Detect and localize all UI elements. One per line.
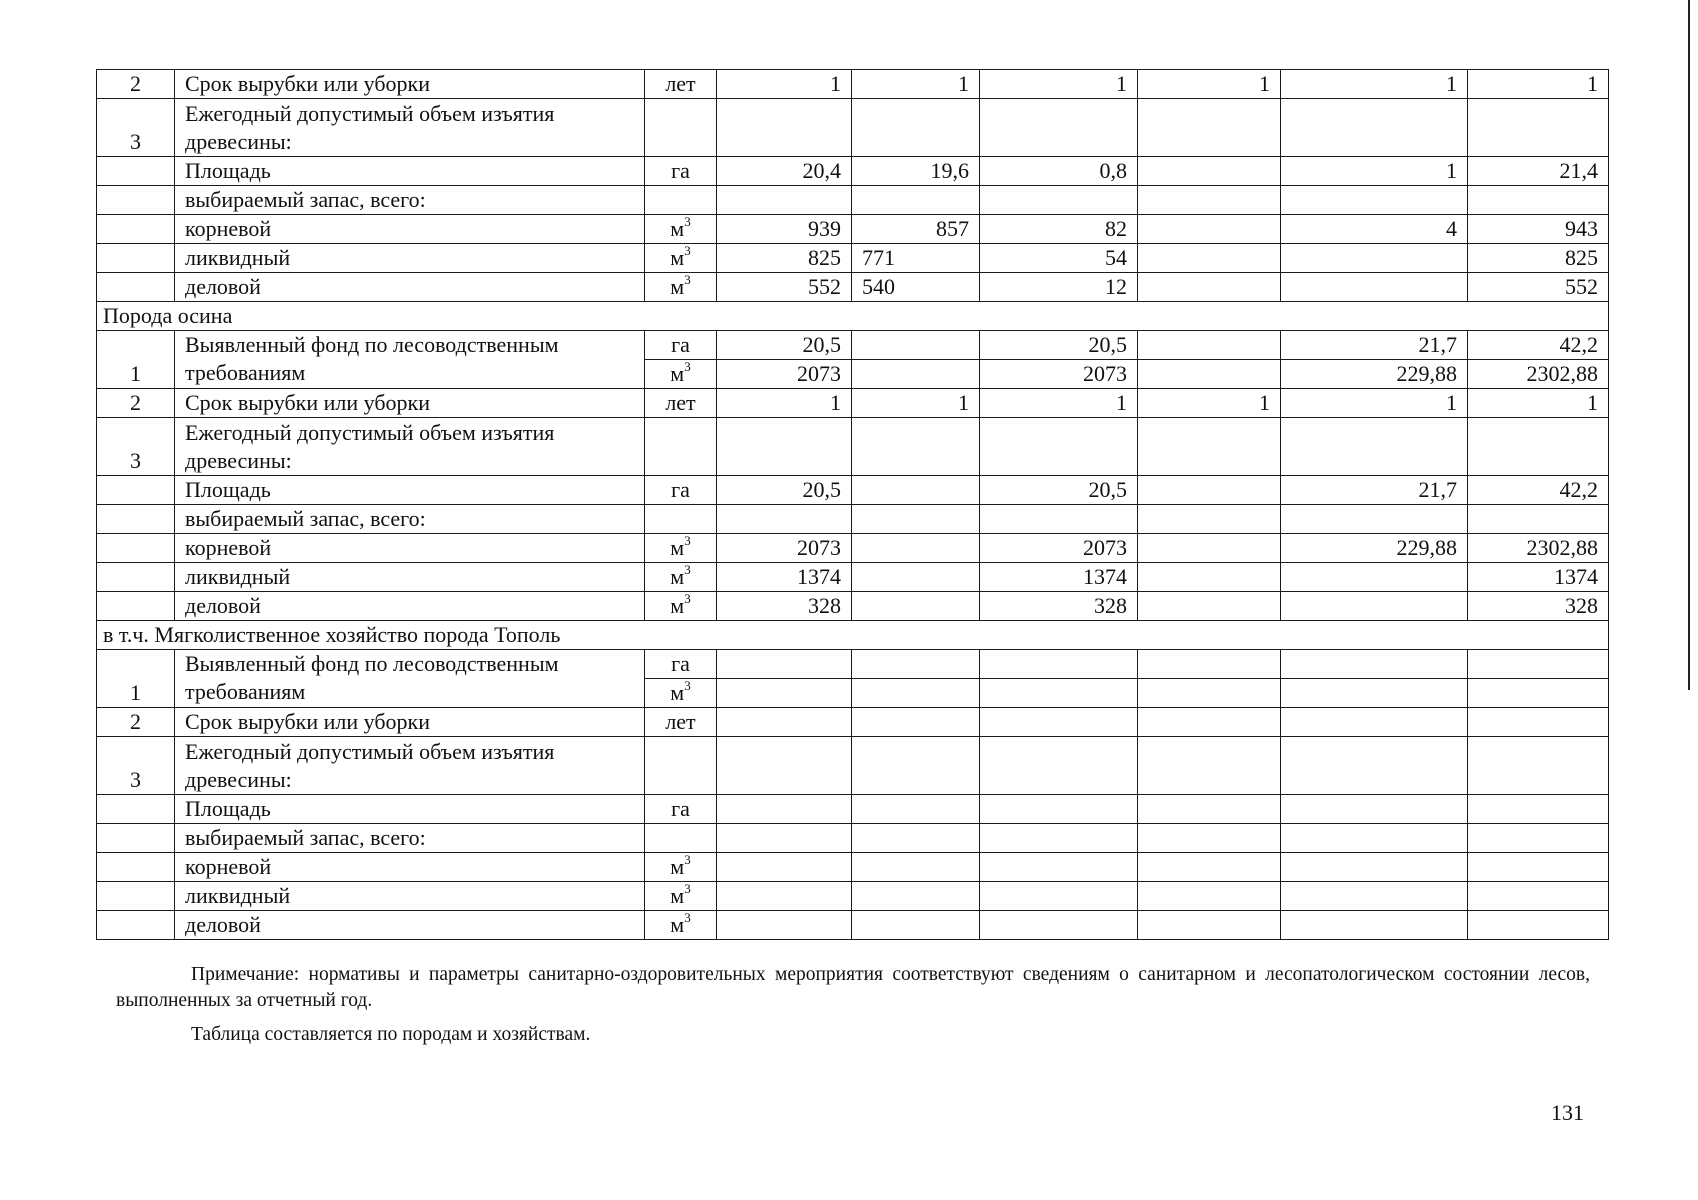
unit-m3-base: м [670,216,685,241]
table-row [97,476,1609,505]
value-cell [1468,186,1609,215]
value-cell: 20,4 [717,157,852,186]
row-number [97,215,175,244]
value-cell [980,824,1138,853]
table-row [97,882,1609,911]
value-cell [980,853,1138,882]
value-cell: 20,5 [980,331,1138,360]
value-cell: 1 [980,389,1138,418]
value-cell: 2073 [980,360,1138,389]
unit-m3-base: м [670,564,685,589]
value-cell: 2302,88 [1468,534,1609,563]
unit-cell [645,882,717,911]
value-cell: 2073 [717,534,852,563]
value-cell [852,331,980,360]
value-cell: 2073 [717,360,852,389]
value-cell: 1 [980,70,1138,99]
value-cell [1138,882,1281,911]
section-title-poplar: в т.ч. Мягколиственное хозяйство порода Тополь [97,621,1609,650]
value-cell [980,737,1138,795]
value-cell [1468,795,1609,824]
value-cell [980,99,1138,157]
unit-cell: лет [645,708,717,737]
value-cell [1468,99,1609,157]
value-cell [1138,157,1281,186]
value-cell [1138,824,1281,853]
value-cell: 1 [1281,389,1468,418]
unit-cell [645,679,717,708]
indicator-name: Выявленный фонд по лесоводственным требованиям [175,650,645,708]
indicator-name: Площадь [175,795,645,824]
value-cell: 943 [1468,215,1609,244]
value-cell [852,505,980,534]
value-cell [1138,853,1281,882]
value-cell [717,795,852,824]
value-cell [980,882,1138,911]
table-row [97,186,1609,215]
value-cell [1138,360,1281,389]
value-cell [852,650,980,679]
value-cell [1281,882,1468,911]
row-number: 3 [97,418,175,476]
value-cell [980,505,1138,534]
table-row [97,534,1609,563]
indicator-name: выбираемый запас, всего: [175,505,645,534]
table-row [97,273,1609,302]
value-cell: 229,88 [1281,534,1468,563]
unit-cell [645,737,717,795]
unit-cell [645,824,717,853]
value-cell [1281,708,1468,737]
value-cell: 21,7 [1281,331,1468,360]
indicator-name: Ежегодный допустимый объем изъятия древесины: [175,737,645,795]
indicator-name: Выявленный фонд по лесоводственным требованиям [175,331,645,389]
table-body [97,70,1609,940]
value-cell [1138,331,1281,360]
value-cell [1468,708,1609,737]
unit-m3-exponent: 3 [684,678,691,693]
table-row [97,824,1609,853]
unit-cell [645,186,717,215]
indicator-name: Площадь [175,157,645,186]
value-cell [1468,505,1609,534]
page-number: 131 [1551,1100,1584,1125]
value-cell [1281,592,1468,621]
value-cell: 857 [852,215,980,244]
table-row [97,708,1609,737]
value-cell [717,418,852,476]
value-cell: 21,7 [1281,476,1468,505]
value-cell [852,476,980,505]
row-number [97,824,175,853]
value-cell [1468,882,1609,911]
value-cell [980,679,1138,708]
indicator-name: Ежегодный допустимый объем изъятия древесины: [175,99,645,157]
value-cell [1138,650,1281,679]
value-cell [717,679,852,708]
row-number [97,882,175,911]
value-cell: 1 [717,389,852,418]
table-row [97,70,1609,99]
value-cell [1138,215,1281,244]
row-number [97,563,175,592]
value-cell [1281,737,1468,795]
value-cell: 82 [980,215,1138,244]
table-row [97,650,1609,679]
indicator-name: корневой [175,853,645,882]
value-cell [1468,824,1609,853]
value-cell: 825 [717,244,852,273]
table-note-2: Таблица составляется по породам и хозяйствам. [191,1024,591,1045]
value-cell: 328 [717,592,852,621]
unit-m3-exponent: 3 [684,243,691,258]
value-cell: 1 [852,70,980,99]
unit-m3-exponent: 3 [684,562,691,577]
unit-m3-exponent: 3 [684,533,691,548]
indicator-name: деловой [175,273,645,302]
value-cell: 1 [717,70,852,99]
value-cell: 4 [1281,215,1468,244]
value-cell [1281,244,1468,273]
value-cell: 1 [1468,70,1609,99]
unit-m3-exponent: 3 [684,881,691,896]
value-cell: 1 [852,389,980,418]
value-cell [1281,563,1468,592]
table-row [97,331,1609,360]
unit-cell [645,273,717,302]
unit-m3-exponent: 3 [684,272,691,287]
row-number [97,244,175,273]
value-cell: 1 [1281,157,1468,186]
unit-m3-base: м [670,680,685,705]
forest-felling-table [96,69,1609,940]
table-row [97,795,1609,824]
unit-m3-base: м [670,361,685,386]
row-number [97,476,175,505]
row-number: 1 [97,650,175,708]
indicator-name: деловой [175,592,645,621]
value-cell [1281,824,1468,853]
value-cell: 1374 [717,563,852,592]
unit-cell [645,215,717,244]
value-cell [1281,273,1468,302]
value-cell: 328 [980,592,1138,621]
value-cell [1138,476,1281,505]
value-cell [1138,244,1281,273]
unit-m3-base: м [670,593,685,618]
value-cell: 2073 [980,534,1138,563]
indicator-name: Срок вырубки или уборки [175,70,645,99]
value-cell [717,708,852,737]
value-cell [980,186,1138,215]
table-row [97,592,1609,621]
row-number: 2 [97,70,175,99]
table-row [97,157,1609,186]
value-cell: 54 [980,244,1138,273]
value-cell [852,679,980,708]
value-cell [852,911,980,940]
value-cell [1281,186,1468,215]
unit-cell [645,534,717,563]
unit-m3-base: м [670,883,685,908]
value-cell [1468,418,1609,476]
value-cell [852,563,980,592]
value-cell [1138,911,1281,940]
value-cell [1138,99,1281,157]
value-cell: 328 [1468,592,1609,621]
indicator-name: ликвидный [175,244,645,273]
value-cell [852,534,980,563]
row-number: 3 [97,737,175,795]
unit-cell [645,505,717,534]
value-cell: 1374 [1468,563,1609,592]
value-cell [1138,273,1281,302]
value-cell [852,99,980,157]
value-cell: 2302,88 [1468,360,1609,389]
row-number: 1 [97,331,175,389]
value-cell [1468,679,1609,708]
indicator-name: ликвидный [175,563,645,592]
value-cell: 1 [1468,389,1609,418]
value-cell: 1 [1138,389,1281,418]
value-cell: 825 [1468,244,1609,273]
value-cell [852,795,980,824]
unit-m3-exponent: 3 [684,910,691,925]
unit-cell: лет [645,70,717,99]
row-number [97,795,175,824]
value-cell [1138,592,1281,621]
indicator-name: выбираемый запас, всего: [175,824,645,853]
value-cell [1138,505,1281,534]
table-row [97,389,1609,418]
table-row [97,621,1609,650]
table-row [97,737,1609,795]
value-cell [1281,650,1468,679]
value-cell [1138,737,1281,795]
value-cell [852,824,980,853]
unit-m3-exponent: 3 [684,214,691,229]
value-cell: 20,5 [717,331,852,360]
value-cell: 12 [980,273,1138,302]
value-cell [852,853,980,882]
value-cell [980,418,1138,476]
value-cell [1138,708,1281,737]
indicator-name: корневой [175,534,645,563]
unit-cell [645,244,717,273]
indicator-name: деловой [175,911,645,940]
unit-m3-base: м [670,912,685,937]
value-cell [717,911,852,940]
indicator-name: Срок вырубки или уборки [175,389,645,418]
value-cell [1281,505,1468,534]
value-cell [980,911,1138,940]
row-number [97,534,175,563]
value-cell [717,99,852,157]
unit-m3-base: м [670,274,685,299]
unit-cell: лет [645,389,717,418]
unit-cell: га [645,157,717,186]
value-cell: 21,4 [1468,157,1609,186]
value-cell: 1374 [980,563,1138,592]
table-row [97,853,1609,882]
value-cell [852,708,980,737]
value-cell [1138,563,1281,592]
unit-cell: га [645,650,717,679]
unit-m3-base: м [670,854,685,879]
value-cell [852,737,980,795]
value-cell: 939 [717,215,852,244]
value-cell [852,186,980,215]
row-number: 2 [97,389,175,418]
unit-m3-exponent: 3 [684,359,691,374]
unit-cell: га [645,331,717,360]
section-title-aspen: Порода осина [97,302,1609,331]
row-number [97,186,175,215]
value-cell [1138,795,1281,824]
value-cell [980,650,1138,679]
unit-cell [645,911,717,940]
unit-cell [645,99,717,157]
table-row [97,99,1609,157]
value-cell [1468,911,1609,940]
table-row [97,215,1609,244]
unit-m3-base: м [670,535,685,560]
unit-cell [645,592,717,621]
table-row [97,911,1609,940]
value-cell [852,418,980,476]
value-cell [717,186,852,215]
indicator-name: Срок вырубки или уборки [175,708,645,737]
value-cell [852,360,980,389]
row-number [97,273,175,302]
value-cell [1281,795,1468,824]
value-cell [852,592,980,621]
row-number [97,853,175,882]
value-cell: 42,2 [1468,476,1609,505]
indicator-name: корневой [175,215,645,244]
scan-edge-line [1688,0,1690,690]
row-number: 3 [97,99,175,157]
value-cell: 552 [717,273,852,302]
value-cell [1138,418,1281,476]
value-cell: 19,6 [852,157,980,186]
value-cell [717,650,852,679]
table-row [97,505,1609,534]
row-number [97,505,175,534]
value-cell [1281,911,1468,940]
unit-cell: га [645,476,717,505]
row-number: 2 [97,708,175,737]
value-cell [1468,650,1609,679]
value-cell: 540 [852,273,980,302]
table-row [97,244,1609,273]
indicator-name: Ежегодный допустимый объем изъятия древесины: [175,418,645,476]
value-cell: 552 [1468,273,1609,302]
value-cell [1138,186,1281,215]
value-cell: 20,5 [717,476,852,505]
value-cell: 0,8 [980,157,1138,186]
unit-cell [645,563,717,592]
value-cell [980,795,1138,824]
value-cell: 771 [852,244,980,273]
indicator-name: Площадь [175,476,645,505]
unit-cell: га [645,795,717,824]
value-cell [1281,679,1468,708]
row-number [97,911,175,940]
indicator-name: выбираемый запас, всего: [175,186,645,215]
value-cell: 229,88 [1281,360,1468,389]
value-cell: 1 [1281,70,1468,99]
value-cell [852,882,980,911]
value-cell [1138,534,1281,563]
value-cell [1281,418,1468,476]
table-row [97,302,1609,331]
unit-m3-exponent: 3 [684,852,691,867]
table-row [97,563,1609,592]
unit-m3-base: м [670,245,685,270]
indicator-name: ликвидный [175,882,645,911]
unit-m3-exponent: 3 [684,591,691,606]
row-number [97,157,175,186]
value-cell: 42,2 [1468,331,1609,360]
value-cell [717,853,852,882]
value-cell [717,737,852,795]
unit-cell [645,360,717,389]
value-cell: 20,5 [980,476,1138,505]
value-cell [1281,99,1468,157]
unit-cell [645,418,717,476]
value-cell [980,708,1138,737]
table-row [97,418,1609,476]
value-cell [717,882,852,911]
row-number [97,592,175,621]
value-cell [1138,679,1281,708]
value-cell: 1 [1138,70,1281,99]
table-note: Примечание: нормативы и параметры санитарно-оздоровительных мероприятия соответствуют сведениям о санитарном и лесопатологическом состоянии лесов, выполненных за отчетный год. [116,964,1590,1011]
value-cell [1468,737,1609,795]
unit-cell [645,853,717,882]
value-cell [717,505,852,534]
value-cell [1281,853,1468,882]
value-cell [1468,853,1609,882]
value-cell [717,824,852,853]
